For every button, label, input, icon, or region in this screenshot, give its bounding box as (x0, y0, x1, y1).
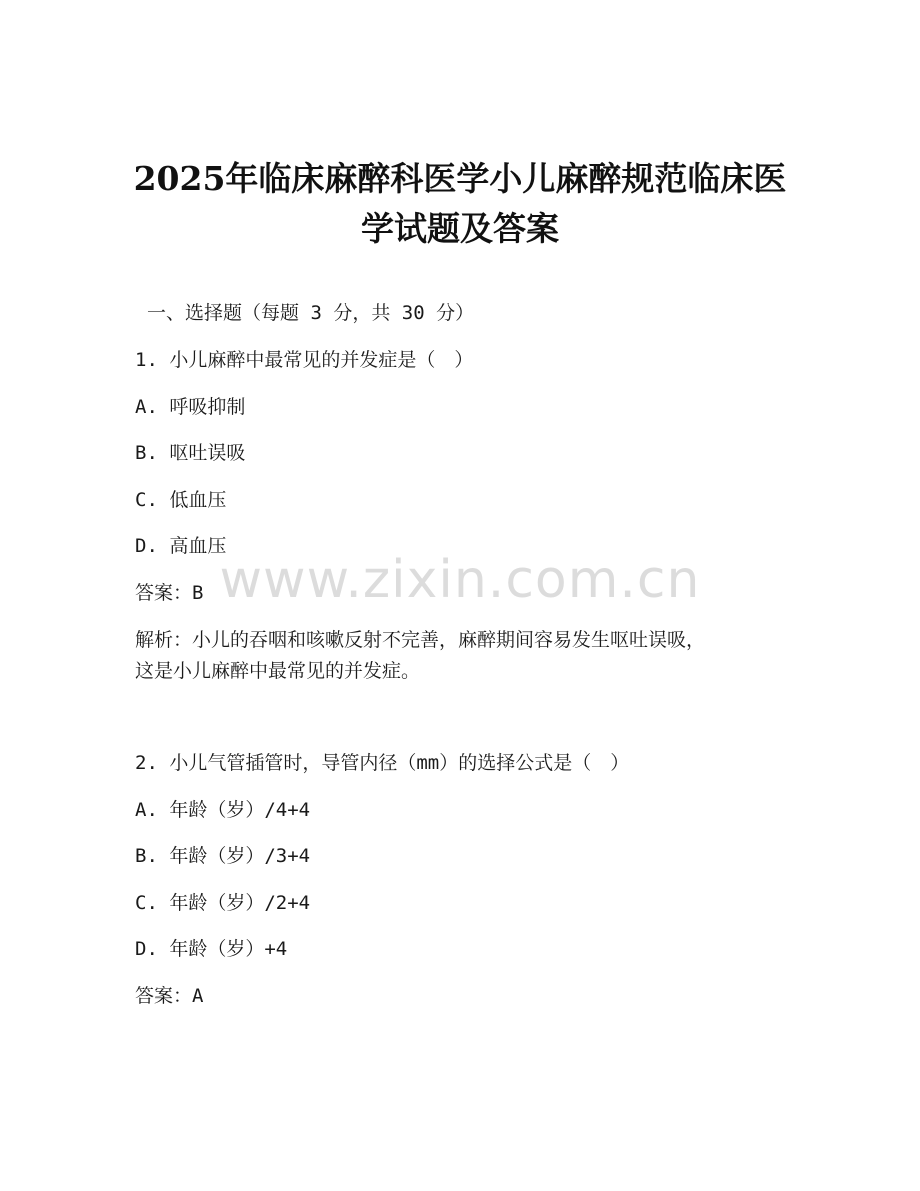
question-1-option-c: C. 低血压 (135, 489, 227, 511)
question-2-answer: 答案：A (135, 985, 204, 1007)
question-1-option-b: B. 呕吐误吸 (135, 442, 246, 464)
question-1-stem: 1. 小儿麻醉中最常见的并发症是（ ） (135, 349, 474, 371)
question-2-option-d: D. 年龄（岁）+4 (135, 938, 288, 960)
question-2-option-b: B. 年龄（岁）/3+4 (135, 845, 311, 867)
question-1-answer: 答案：B (135, 582, 204, 604)
question-1-option-a: A. 呼吸抑制 (135, 396, 246, 418)
question-2-option-c: C. 年龄（岁）/2+4 (135, 892, 311, 914)
question-1-explanation-line-1: 解析：小儿的吞咽和咳嗽反射不完善，麻醉期间容易发生呕吐误吸， (135, 629, 706, 651)
question-2-option-a: A. 年龄（岁）/4+4 (135, 799, 311, 821)
watermark: www.zixin.com.cn (219, 550, 701, 610)
question-1-option-d: D. 高血压 (135, 535, 227, 557)
question-2-stem: 2. 小儿气管插管时，导管内径（mm）的选择公式是（ ） (135, 752, 630, 774)
document-title-line-1: 2025年临床麻醉科医学小儿麻醉规范临床医 (133, 159, 787, 198)
document-title-line-2: 学试题及答案 (361, 209, 559, 248)
section-heading: 一、选择题（每题 3 分，共 30 分） (147, 302, 475, 324)
question-1-explanation-line-2: 这是小儿麻醉中最常见的并发症。 (135, 660, 421, 682)
